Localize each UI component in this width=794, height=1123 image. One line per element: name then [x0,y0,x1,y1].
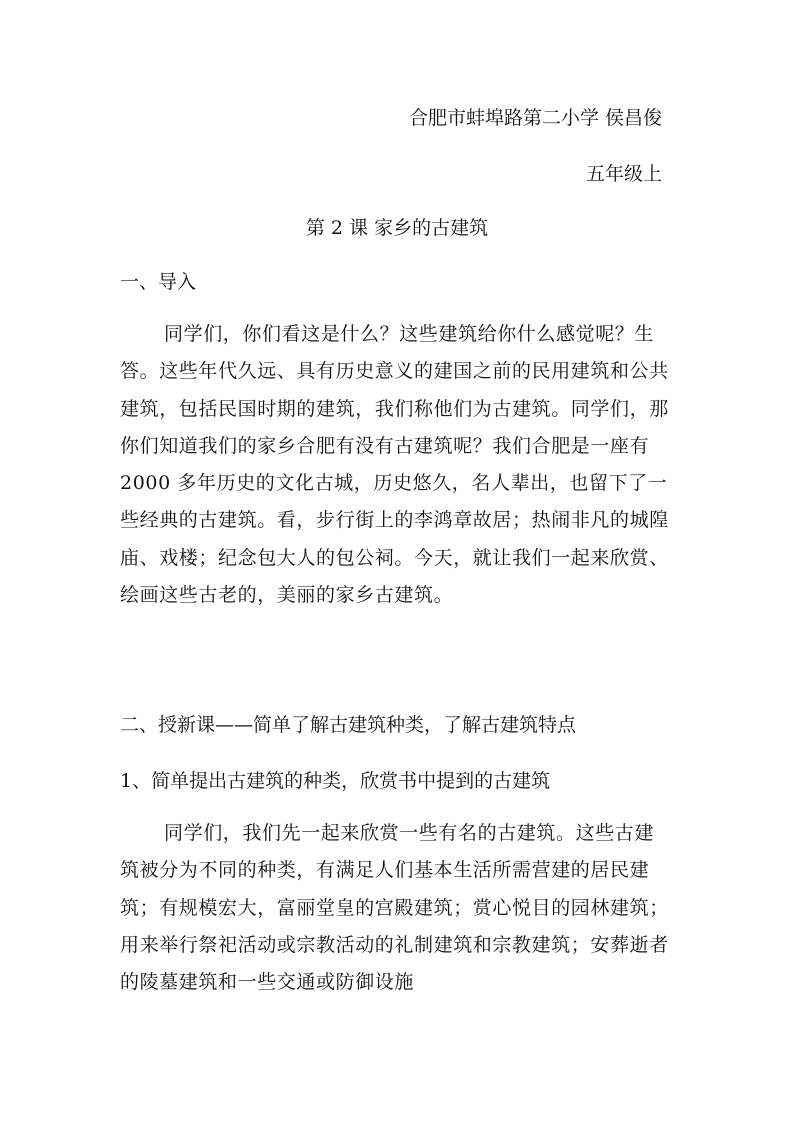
intro-paragraph [120,316,672,614]
lesson-title: 第 2 课 家乡的古建筑 [305,217,489,239]
intro-paragraph-text: 同学们，你们看这是什么？这些建筑给你什么感觉呢？生答。这些年代久远、具有历史意义的建国之前的民用建筑和公共建筑，包括民国时期的建筑，我们称他们为古建筑。同学们，那你们知道我们的家乡合肥有没有古建筑呢？我们合肥是一座有 2000 多年历史的文化古城，历史悠久，名人辈出，也留下了一些经典的古建筑。看，步行街上的李鸿章故居；热闹非凡的城隍庙、戏楼；纪念包大人的包公祠。今天，就让我们一起来欣赏、绘画这些古老的，美丽的家乡古建筑。 [120,323,669,607]
paragraph-2-text: 同学们，我们先一起来欣赏一些有名的古建筑。这些古建筑被分为不同的种类，有满足人们基本生活所需营建的居民建筑；有规模宏大，富丽堂皇的宫殿建筑；赏心悦目的园林建筑；用来举行祭祀活动或宗教活动的礼制建筑和宗教建筑；安葬逝者的陵墓建筑和一些交通或防御设施 [120,822,669,994]
school-author-line: 合肥市蚌埠路第二小学 侯昌俊 [408,107,662,129]
sub-heading-1: 1、简单提出古建筑的种类，欣赏书中提到的古建筑 [120,770,551,792]
new-lesson-heading: 二、授新课——简单了解古建筑种类，了解古建筑特点 [120,714,577,736]
body-content [120,0,680,1123]
paragraph-2 [120,815,672,1001]
intro-heading: 一、导入 [120,271,197,293]
grade-line: 五年级上 [585,163,662,185]
